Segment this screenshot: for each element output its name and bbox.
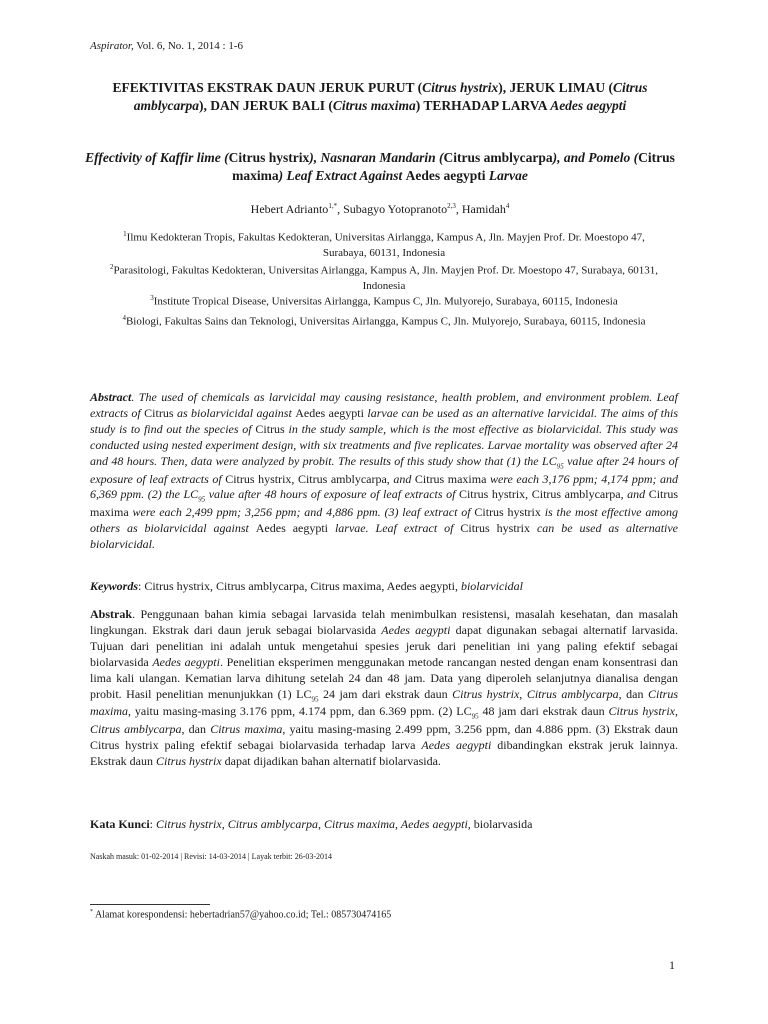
title-text: Effectivity of Kaffir lime ( xyxy=(85,150,229,165)
footnote-mark: * xyxy=(90,909,93,915)
keywords-english xyxy=(90,579,678,594)
abstract-text: were each 3,176 ppm; 4,174 ppm; and 6,369 ppm. (2) the LC xyxy=(90,471,679,502)
title-text: EFEKTIVITAS EKSTRAK DAUN JERUK PURUT ( xyxy=(112,80,423,95)
abstract-text: in the study sample, which is the most effective as biolarvicidal. This study was conducted using nested experiment design, with six treatments and five replicates. Larvae mortality was observed after 24 and 48 hours. Then, data were analyzed by probit. The results of this study show that (1) the LC xyxy=(90,421,678,468)
affiliation-1 xyxy=(100,230,668,261)
journal-issue: Vol. 6, No. 1, 2014 : 1-6 xyxy=(133,40,244,52)
abstract-text: can be used as alternative biolarvicidal. xyxy=(90,521,679,552)
abstract-text: value after 48 hours of exposure of leaf extracts of xyxy=(205,487,459,502)
species-name: Citrus maxima xyxy=(210,722,283,737)
abstrak-text: . Penggunaan bahan kimia sebagai larvasida telah menimbulkan resistensi, masalah kesehatan, dan masalah lingkungan. Ekstrak dari daun jeruk sebagai biolarvasida xyxy=(90,607,678,637)
abstrak-text: dapat dijadikan bahan alternatif biolarvasida. xyxy=(221,754,441,769)
title-text: ) TERHADAP LARVA xyxy=(415,98,551,114)
subscript: 95 xyxy=(198,495,206,504)
abstract-indonesian xyxy=(90,607,678,770)
abstrak-text: 48 jam dari ekstrak daun xyxy=(478,704,609,719)
abstract-text: larvae can be used as an alternative larvicidal. The aims of this study is to find out the species of xyxy=(90,405,678,436)
species-name: Citrus xyxy=(255,421,285,436)
affiliation-text: Biologi, Fakultas Sains dan Teknologi, Universitas Airlangga, Kampus C, Jln. Mulyorejo, Surabaya, 60115, Indonesia xyxy=(125,315,646,328)
subscript: 95 xyxy=(471,712,479,721)
species-name: Citrus hystrix xyxy=(608,704,675,719)
footnote-text: Alamat korespondensi: hebertadrian57@yahoo.co.id; Tel.: 085730474165 xyxy=(93,909,392,921)
affiliation-number: 2 xyxy=(110,263,114,271)
keywords-items: Citrus hystrix, Citrus amblycarpa, Citrus maxima, Aedes aegypti, xyxy=(144,579,461,593)
title-species: Aedes aegypti xyxy=(405,168,486,184)
running-head xyxy=(90,40,243,52)
author-name: , Hamidah xyxy=(455,202,506,216)
abstrak-text: 24 jam dari ekstrak daun xyxy=(318,686,453,701)
subscript: 95 xyxy=(311,695,319,704)
abstract-english xyxy=(90,390,678,553)
title-text: Larvae xyxy=(485,168,528,184)
abstract-label: Abstract xyxy=(90,390,132,404)
affiliation-number: 4 xyxy=(122,314,126,322)
affiliation-4 xyxy=(100,314,668,330)
species-name: Citrus hystrix xyxy=(460,521,530,536)
species-name: Citrus amblycarpa, xyxy=(297,471,390,486)
title-species: Citrus maxima xyxy=(332,98,416,114)
author-name: , Subagyo Yotopranoto xyxy=(337,202,448,216)
species-name: Citrus maxima xyxy=(90,487,679,520)
kata-kunci-items: Citrus hystrix, Citrus amblycarpa, Citrus maxima, Aedes aegypti, xyxy=(156,817,471,831)
keywords-colon: : xyxy=(138,579,145,593)
abstrak-text: dapat digunakan sebagai alternatif larvasida. Tujuan dari penelitian ini adalah untuk mengetahui spesies jeruk dari penelitian ini yang paling efektif sebagai biolarvasida xyxy=(90,622,678,669)
species-name: Aedes aegypti xyxy=(152,654,220,669)
keywords-item: biolarvicidal xyxy=(460,579,523,593)
author-name: Hebert Adrianto xyxy=(250,202,329,216)
species-name: Citrus hystrix xyxy=(155,754,222,769)
species-name: Citrus amblycarpa xyxy=(526,686,619,701)
title-text: ), Nasnaran Mandarin ( xyxy=(309,150,444,165)
title-text: ) Leaf Extract Against xyxy=(278,168,406,184)
page-number: 1 xyxy=(669,958,675,972)
correspondence-footnote xyxy=(90,909,391,920)
kata-kunci-colon: : xyxy=(149,817,157,831)
title-species: Citrus hystrix xyxy=(228,150,310,165)
species-name: Citrus maxima xyxy=(90,686,679,719)
species-name: Citrus hystrix, xyxy=(458,487,529,502)
footnote-divider xyxy=(90,904,210,905)
author-affiliation-mark: 1,* xyxy=(328,202,338,210)
keywords-indonesian xyxy=(90,817,678,832)
abstract-text: larvae. Leaf extract of xyxy=(328,521,461,536)
abstrak-label: Abstrak xyxy=(90,607,133,621)
affiliation-text: Ilmu Kedokteran Tropis, Fakultas Kedokteran, Universitas Airlangga, Kampus A, Jln. Mayjen Prof. Dr. Moestopo 47, Surabaya, 60131, Indonesia xyxy=(126,231,645,259)
paper-title-english xyxy=(80,149,680,185)
affiliation-number: 3 xyxy=(150,294,154,302)
species-name: Citrus hystrix xyxy=(474,505,541,520)
species-name: Aedes aegypti xyxy=(255,521,329,536)
species-name: Aedes aegypti xyxy=(421,738,492,753)
title-species: Citrus maxima xyxy=(232,150,675,184)
title-species: Citrus amblycarpa xyxy=(133,80,648,114)
abstract-text: and xyxy=(623,487,649,502)
species-name: Citrus amblycarpa xyxy=(90,722,182,737)
abstrak-text: , dan xyxy=(181,722,211,737)
affiliation-3 xyxy=(100,294,668,310)
abstrak-text: , xyxy=(519,686,527,701)
author-affiliation-mark: 2,3 xyxy=(447,202,456,210)
species-name: Citrus amblycarpa, xyxy=(531,487,624,502)
abstrak-text: dibandingkan ekstrak jeruk lainnya. Ekstrak daun xyxy=(90,738,679,769)
species-name: Aedes aegypti xyxy=(295,405,364,420)
kata-kunci-label: Kata Kunci xyxy=(90,817,150,831)
author-affiliation-mark: 4 xyxy=(505,202,510,210)
species-name: Citrus maxima xyxy=(414,471,487,486)
abstract-text: value after 24 hours of exposure of leaf extracts of xyxy=(90,453,678,486)
title-species: Aedes aegypti xyxy=(550,98,627,114)
submission-dates: Naskah masuk: 01-02-2014 | Revisi: 14-03-2014 | Layak terbit: 26-03-2014 xyxy=(90,852,333,861)
species-name: Citrus hystrix, xyxy=(225,471,295,486)
abstrak-text: , yaitu masing-masing 2.499 ppm, 3.256 ppm, dan 4.886 ppm. (3) Ekstrak daun Citrus hystrix paling efektif sebagai biolarvasida terhadap larva xyxy=(90,722,678,753)
title-species: Citrus hystrix xyxy=(422,80,499,95)
affiliation-text: Parasitologi, Fakultas Kedokteran, Universitas Airlangga, Kampus A, Jln. Mayjen Prof. Dr. Moestopo 47, Surabaya, 60131, Indonesia xyxy=(113,264,658,292)
subscript: 95 xyxy=(556,462,564,471)
title-species: Citrus amblycarpa xyxy=(443,150,553,165)
abstrak-text: , dan xyxy=(618,686,648,701)
abstract-text: is the most effective among others as biolarvicidal against xyxy=(90,505,678,536)
affiliation-2 xyxy=(100,263,668,294)
title-text: ), JERUK LIMAU ( xyxy=(498,80,614,95)
abstract-text: and xyxy=(389,471,415,486)
title-text: ), DAN JERUK BALI ( xyxy=(198,98,333,114)
title-text: ), and Pomelo ( xyxy=(552,150,639,165)
abstract-text: . The used of chemicals as larvicidal may causing resistance, health problem, and environment problem. Leaf extracts of xyxy=(90,390,678,420)
species-name: Aedes aegypti xyxy=(381,622,451,637)
paper-title-indonesian xyxy=(80,79,680,115)
abstrak-text: , xyxy=(675,704,678,719)
affiliation-text: Institute Tropical Disease, Universitas Airlangga, Kampus C, Jln. Mulyorejo, Surabaya, 60115, Indonesia xyxy=(153,295,618,308)
species-name: Citrus xyxy=(144,405,174,420)
keywords-label: Keywords xyxy=(90,579,138,593)
affiliation-number: 1 xyxy=(123,230,127,238)
kata-kunci-item: biolarvasida xyxy=(470,817,533,831)
abstract-text: were each 2,499 ppm; 3,256 ppm; and 4,886 ppm. (3) leaf extract of xyxy=(128,505,475,520)
abstrak-text: , yaitu masing-masing 3.176 ppm, 4.174 ppm, dan 6.369 ppm. (2) LC xyxy=(128,704,472,719)
abstract-text: as biolarvicidal against xyxy=(173,405,296,420)
species-name: Citrus hystrix xyxy=(452,686,520,701)
abstrak-text: . Penelitian eksperimen menggunakan metode rancangan nested dengan enam konsentrasi dan lima kali ulangan. Kematian larva dihitung setelah 24 dan 48 jam. Data yang diperoleh selanjutnya dianalisa dengan probit. Hasil penelitian menunjukkan (1) LC xyxy=(90,654,679,701)
journal-name: Aspirator, xyxy=(90,40,134,52)
author-list xyxy=(80,202,680,217)
